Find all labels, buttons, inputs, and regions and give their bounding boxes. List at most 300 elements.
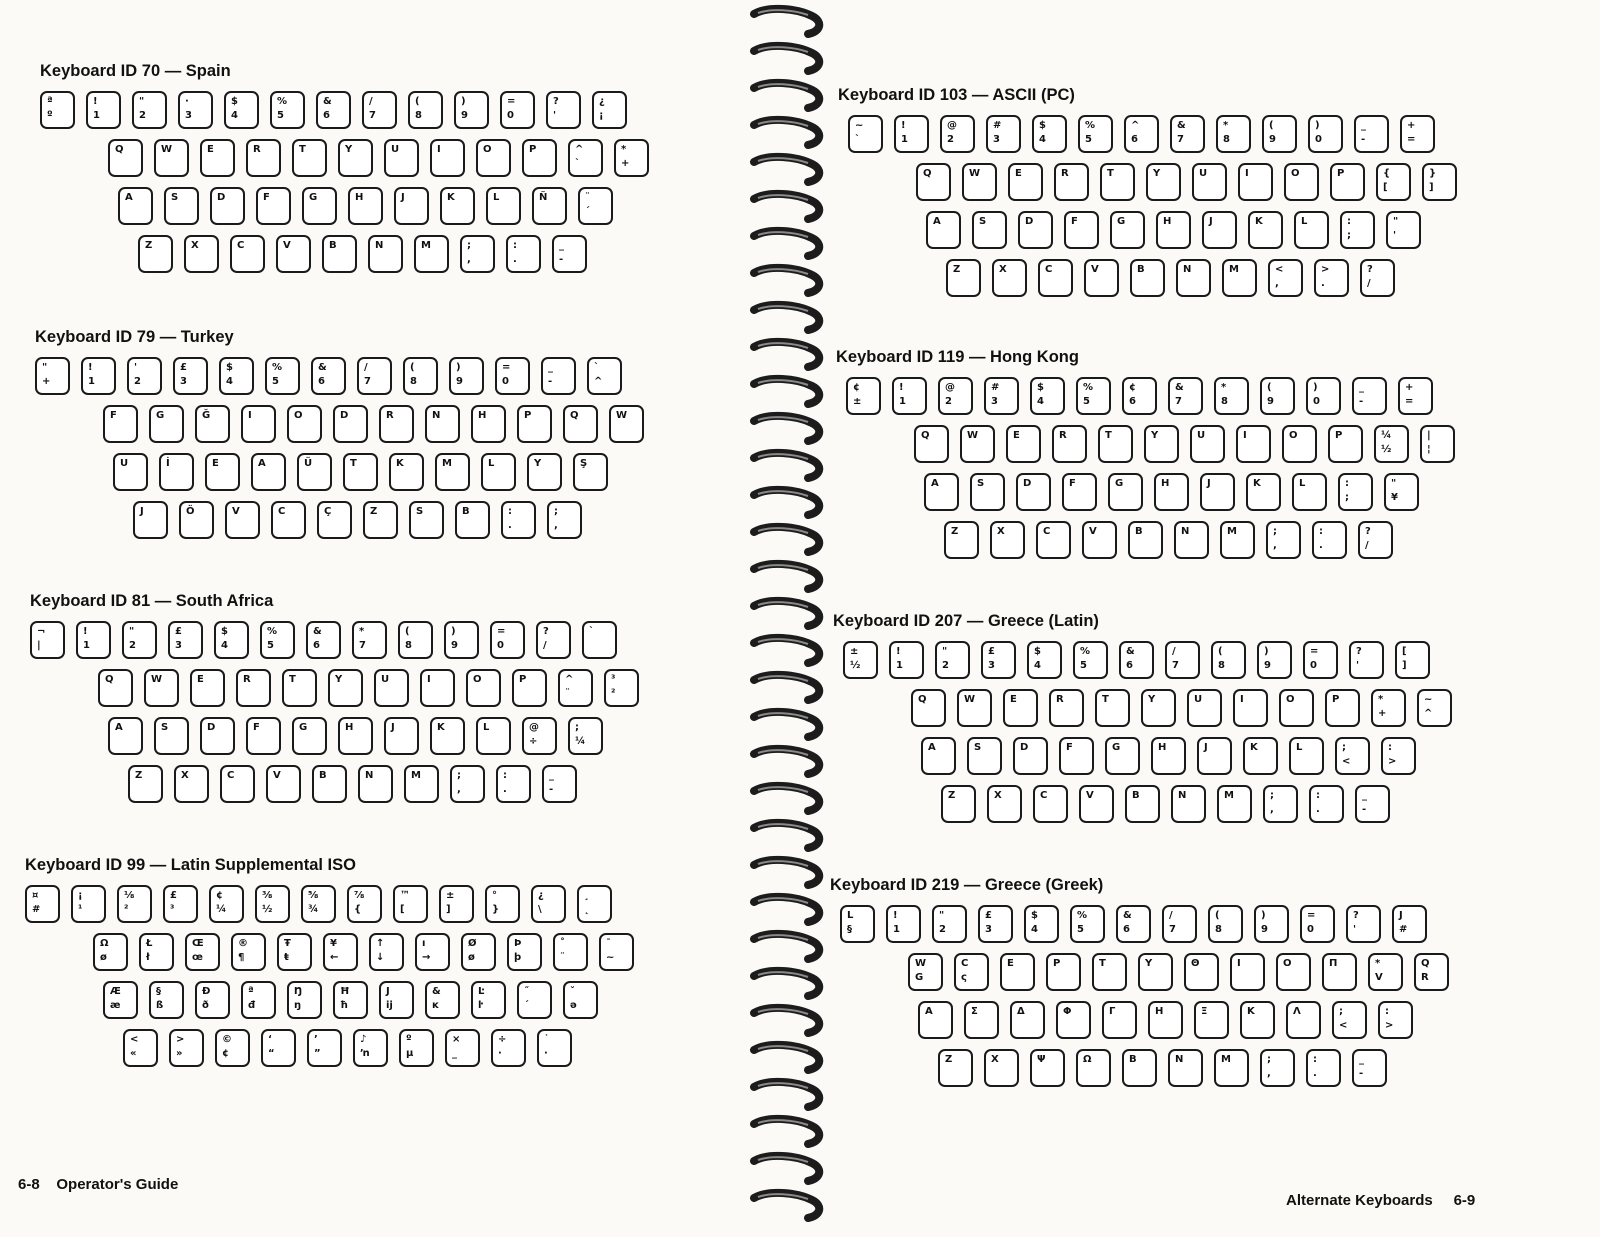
keycap-upper-legend: A: [931, 478, 939, 489]
keycap: [409, 501, 444, 539]
keycap-lower-legend: ½: [262, 904, 273, 915]
keyboard-title: Keyboard ID 79 — Turkey: [35, 328, 234, 346]
keycap-upper-legend: I: [427, 674, 431, 685]
keycap-upper-legend: M: [1227, 526, 1237, 537]
keycap: [328, 669, 363, 707]
keycap-upper-legend: Y: [1151, 430, 1159, 441]
keycap-lower-legend: ø: [100, 952, 107, 963]
keycap: [1098, 425, 1133, 463]
keycap-lower-legend: +: [1378, 708, 1387, 719]
keycap-upper-legend: U: [391, 144, 400, 155]
keycap-upper-legend: N: [1175, 1054, 1184, 1065]
keycap-upper-legend: T: [289, 674, 296, 685]
keycap-upper-legend: Ü: [304, 458, 313, 469]
keycap-upper-legend: &: [1126, 646, 1135, 657]
keycap-upper-legend: _: [548, 362, 553, 373]
keycap-lower-legend: ˛: [584, 904, 589, 915]
keycap: [435, 453, 470, 491]
keycap: [1236, 425, 1271, 463]
keycap-lower-legend: ¹: [78, 904, 83, 915]
left-footer: [18, 1176, 178, 1193]
keycap-upper-legend: O: [483, 144, 492, 155]
keycap: [1349, 641, 1384, 679]
keyboard-row: [30, 765, 554, 813]
keycap-lower-legend: ': [553, 110, 557, 121]
keyboard-layout: [40, 62, 630, 283]
keycap-upper-legend: R: [1056, 694, 1064, 705]
keycap: [368, 235, 403, 273]
keycap-upper-legend: I: [1243, 430, 1247, 441]
keycap: [908, 953, 943, 991]
keycap-lower-legend: ”: [314, 1048, 321, 1059]
keycap-upper-legend: E: [197, 674, 204, 685]
keycap-upper-legend: F: [263, 192, 270, 203]
keycap: [260, 621, 295, 659]
keycap-upper-legend: ·: [185, 96, 189, 107]
keycap-upper-legend: I: [1237, 958, 1241, 969]
keycap-upper-legend: Ξ: [1201, 1006, 1208, 1017]
keycap-lower-legend: 5: [1077, 924, 1084, 935]
keycap: [1374, 425, 1409, 463]
keycap-upper-legend: *: [1375, 958, 1381, 969]
keycap-upper-legend: ): [1264, 646, 1269, 657]
spiral-coil: [754, 638, 819, 663]
keycap-upper-legend: O: [294, 410, 303, 421]
keycap: [122, 621, 157, 659]
keycap-upper-legend: ÷: [498, 1034, 507, 1045]
keycap-upper-legend: Π: [1329, 958, 1338, 969]
keycap-lower-legend: ÷: [529, 736, 538, 747]
keycap-upper-legend: D: [1020, 742, 1029, 753]
keycap: [30, 621, 65, 659]
keycap-upper-legend: $: [1034, 646, 1041, 657]
keycap: [1384, 473, 1419, 511]
keycap-upper-legend: ?: [543, 626, 549, 637]
keycap: [1194, 1001, 1229, 1039]
keycap-upper-legend: ª: [47, 96, 53, 107]
keycap-upper-legend: =: [1307, 910, 1316, 921]
keycap-upper-legend: Z: [370, 506, 378, 517]
keycap-upper-legend: E: [1007, 958, 1014, 969]
keycap: [450, 765, 485, 803]
keycap: [1000, 953, 1035, 991]
keycap-upper-legend: N: [375, 240, 384, 251]
keycap-lower-legend: <: [1342, 756, 1351, 767]
keycap: [1148, 1001, 1183, 1039]
keycap-lower-legend: ': [1356, 660, 1360, 671]
keycap-lower-legend: {: [354, 904, 362, 915]
keycap-upper-legend: ±: [850, 646, 859, 657]
keycap-upper-legend: R: [1061, 168, 1069, 179]
keycap: [265, 357, 300, 395]
keycap: [1417, 689, 1452, 727]
keycap-lower-legend: 0: [507, 110, 514, 121]
keycap: [501, 501, 536, 539]
keycap: [848, 115, 883, 153]
keycap-upper-legend: ): [1313, 382, 1318, 393]
keycap-lower-legend: 8: [1218, 660, 1225, 671]
keycap: [1122, 377, 1157, 415]
keycap: [144, 669, 179, 707]
keycap: [892, 377, 927, 415]
keycap-lower-legend: ,: [467, 254, 471, 265]
keycap-upper-legend: H: [1163, 216, 1172, 227]
keycap: [251, 453, 286, 491]
keycap: [173, 357, 208, 395]
keycap-lower-legend: 3: [985, 924, 992, 935]
keycap-lower-legend: ½: [850, 660, 861, 671]
keycap-lower-legend: 1: [899, 396, 906, 407]
keycap-upper-legend: U: [381, 674, 390, 685]
keycap-lower-legend: ¼: [575, 736, 586, 747]
keycap: [1309, 785, 1344, 823]
keycap: [287, 405, 322, 443]
keycap-upper-legend: |: [1427, 430, 1431, 441]
keycap-lower-legend: 3: [175, 640, 182, 651]
keycap: [1038, 259, 1073, 297]
keycap-lower-legend: ´: [524, 1000, 529, 1011]
keycap: [1358, 521, 1393, 559]
keycap-lower-legend: ½: [1381, 444, 1392, 455]
keycap: [133, 501, 168, 539]
keycap-upper-legend: C: [227, 770, 235, 781]
keycap: [394, 187, 429, 225]
keycap-lower-legend: 7: [1169, 924, 1176, 935]
keycap: [1144, 425, 1179, 463]
keycap: [547, 501, 582, 539]
keycap: [495, 357, 530, 395]
keycap-upper-legend: Y: [534, 458, 542, 469]
keycap: [481, 453, 516, 491]
keycap-lower-legend: 0: [497, 640, 504, 651]
keycap: [322, 235, 357, 273]
keycap: [195, 405, 230, 443]
keycap: [935, 641, 970, 679]
keyboard-row: [25, 885, 589, 933]
keyboard-row: [35, 453, 588, 501]
keycap: [1100, 163, 1135, 201]
keycap: [496, 765, 531, 803]
keycap-upper-legend: Ł: [146, 938, 153, 949]
keycap: [1262, 115, 1297, 153]
keycap: [35, 357, 70, 395]
keycap-upper-legend: :: [1345, 478, 1349, 489]
keycap: [967, 737, 1002, 775]
keycap: [123, 1029, 158, 1067]
keycap-upper-legend: ': [134, 362, 138, 373]
keycap-upper-legend: Ŋ: [294, 986, 303, 997]
keycap-lower-legend: §: [847, 924, 852, 935]
keycap: [926, 211, 961, 249]
keycap-upper-legend: ⅛: [124, 890, 135, 901]
keycap-upper-legend: ˙: [544, 1034, 549, 1045]
keycap-lower-legend: →: [422, 952, 431, 963]
keycap-upper-legend: I: [248, 410, 252, 421]
keycap: [1187, 689, 1222, 727]
keycap: [1238, 163, 1273, 201]
keycap-upper-legend: B: [1132, 790, 1140, 801]
keycap-upper-legend: =: [497, 626, 506, 637]
keycap-upper-legend: ": [42, 362, 48, 373]
keycap-upper-legend: ↑: [376, 938, 385, 949]
keycap-upper-legend: O: [473, 674, 482, 685]
keycap: [266, 765, 301, 803]
keycap: [1400, 115, 1435, 153]
keycap-upper-legend: ¢: [216, 890, 223, 901]
keycap-upper-legend: S: [416, 506, 424, 517]
keycap-upper-legend: :: [1316, 790, 1320, 801]
spiral-coil: [754, 379, 819, 404]
keyboard-row: [830, 905, 1408, 953]
spiral-coil: [754, 342, 819, 367]
keycap-upper-legend: º: [406, 1034, 412, 1045]
keycap: [1008, 163, 1043, 201]
keycap-lower-legend: ': [1393, 230, 1397, 241]
keycap-upper-legend: %: [1077, 910, 1088, 921]
keycap: [1211, 641, 1246, 679]
keycap: [1033, 785, 1068, 823]
keycap-lower-legend: 6: [313, 640, 320, 651]
keycap: [200, 717, 235, 755]
keycap: [972, 211, 1007, 249]
spiral-coil: [754, 1045, 819, 1070]
keycap-upper-legend: (: [415, 96, 420, 107]
keycap-lower-legend: 7: [1172, 660, 1179, 671]
keycap: [306, 621, 341, 659]
keycap: [113, 453, 148, 491]
keycap-lower-legend: «: [130, 1048, 137, 1059]
keycap-upper-legend: $: [231, 96, 238, 107]
keycap-lower-legend: -: [1359, 396, 1364, 407]
keycap-upper-legend: ˚: [560, 938, 565, 949]
spiral-coil: [754, 120, 819, 145]
keycap-lower-legend: 5: [1080, 660, 1087, 671]
keycap: [444, 621, 479, 659]
spiral-coil: [754, 564, 819, 589]
keycap-lower-legend: 5: [277, 110, 284, 121]
keyboard-row: [836, 521, 1371, 569]
keycap-upper-legend: R: [386, 410, 394, 421]
keycap-upper-legend: _: [1359, 1054, 1364, 1065]
keycap-upper-legend: M: [1229, 264, 1239, 275]
keycap-upper-legend: C: [237, 240, 245, 251]
keycap: [918, 1001, 953, 1039]
keycap-lower-legend: .: [513, 254, 517, 265]
keycap-lower-legend: `: [575, 158, 580, 169]
keycap: [439, 885, 474, 923]
keycap-upper-legend: {: [1383, 168, 1391, 179]
keycap-lower-legend: /: [543, 640, 547, 651]
keycap-upper-legend: &: [1123, 910, 1132, 921]
keycap-lower-legend: 7: [369, 110, 376, 121]
keycap-upper-legend: >: [176, 1034, 185, 1045]
keycap: [563, 981, 598, 1019]
spiral-coil: [754, 194, 819, 219]
keycap: [846, 377, 881, 415]
keyboard-row: [838, 211, 1399, 259]
keyboard-title: Keyboard ID 70 — Spain: [40, 62, 231, 80]
keycap-upper-legend: Γ: [1109, 1006, 1116, 1017]
keycap-upper-legend: ±: [446, 890, 455, 901]
keyboard-title: Keyboard ID 219 — Greece (Greek): [830, 876, 1104, 894]
spiral-coil: [754, 712, 819, 737]
keycap-lower-legend: 9: [1269, 134, 1276, 145]
keycap: [1184, 953, 1219, 991]
keycap-upper-legend: X: [991, 1054, 999, 1065]
keycap-lower-legend: æ: [110, 1000, 121, 1011]
keycap-lower-legend: ;: [1347, 230, 1351, 241]
keycap: [512, 669, 547, 707]
keycap: [352, 621, 387, 659]
keycap-lower-legend: ¶: [238, 952, 245, 963]
keycap-upper-legend: A: [933, 216, 941, 227]
keycap: [311, 357, 346, 395]
keycap-upper-legend: _: [559, 240, 564, 251]
keycap: [1360, 259, 1395, 297]
keycap: [1352, 377, 1387, 415]
keycap-lower-legend: [: [400, 904, 405, 915]
keycap: [1116, 905, 1151, 943]
keycap: [522, 139, 557, 177]
keycap-upper-legend: Z: [953, 264, 961, 275]
keycap: [1176, 259, 1211, 297]
keycap-upper-legend: G: [299, 722, 308, 733]
keycap: [168, 621, 203, 659]
keycap-upper-legend: T: [350, 458, 357, 469]
keycap-upper-legend: !: [899, 382, 904, 393]
keycap: [297, 453, 332, 491]
keycap: [1260, 377, 1295, 415]
keycap: [246, 717, 281, 755]
keycap-lower-legend: ²: [611, 688, 616, 699]
keyboard-row: [40, 187, 590, 235]
keycap-upper-legend: ^: [1131, 120, 1140, 131]
keycap-lower-legend: 0: [1307, 924, 1314, 935]
keycap-upper-legend: ;: [1342, 742, 1346, 753]
keycap-upper-legend: !: [896, 646, 901, 657]
keycap-upper-legend: I: [1240, 694, 1244, 705]
keycap: [76, 621, 111, 659]
keycap: [1168, 377, 1203, 415]
keycap-lower-legend: 3: [991, 396, 998, 407]
spiral-coil: [754, 490, 819, 515]
keycap: [541, 357, 576, 395]
keycap-upper-legend: ˝: [524, 986, 529, 997]
keycap-lower-legend: 8: [405, 640, 412, 651]
keycap: [1018, 211, 1053, 249]
keycap-upper-legend: T: [1105, 430, 1112, 441]
keyboard-row: [833, 641, 1407, 689]
keycap: [1286, 1001, 1321, 1039]
keyboard-layout: [25, 856, 615, 1077]
keycap: [420, 669, 455, 707]
keycap-upper-legend: B: [1135, 526, 1143, 537]
keyboard-row: [30, 621, 594, 669]
keyboard-row: [25, 1029, 549, 1077]
keycap-upper-legend: T: [1099, 958, 1106, 969]
keycap-upper-legend: ¢: [853, 382, 860, 393]
keycap: [362, 91, 397, 129]
keycap-lower-legend: 6: [318, 376, 325, 387]
keyboard-row: [35, 405, 628, 453]
keycap: [924, 473, 959, 511]
keycap: [1190, 425, 1225, 463]
keycap: [1154, 473, 1189, 511]
keycap-upper-legend: ?: [1356, 646, 1362, 657]
keycap-upper-legend: ˇ: [570, 986, 575, 997]
keycap: [1263, 785, 1298, 823]
keycap: [946, 259, 981, 297]
keycap-lower-legend: [: [1383, 182, 1388, 193]
keycap: [184, 235, 219, 273]
keycap-lower-legend: 5: [1083, 396, 1090, 407]
keycap-upper-legend: !: [88, 362, 93, 373]
keycap-upper-legend: Y: [335, 674, 343, 685]
keycap: [1056, 1001, 1091, 1039]
keycap: [1243, 737, 1278, 775]
keycap-upper-legend: Y: [1148, 694, 1156, 705]
keycap-lower-legend: đ: [248, 1000, 256, 1011]
keycap-upper-legend: ": [139, 96, 145, 107]
keycap-upper-legend: K: [437, 722, 445, 733]
keycap-upper-legend: !: [893, 910, 898, 921]
keycap: [440, 187, 475, 225]
keycap: [609, 405, 644, 443]
keycap: [1230, 953, 1265, 991]
keycap: [282, 669, 317, 707]
keycap-upper-legend: D: [1025, 216, 1034, 227]
keycap-upper-legend: ™: [400, 890, 410, 901]
keycap: [568, 139, 603, 177]
keycap: [333, 981, 368, 1019]
keycap: [932, 905, 967, 943]
keycap: [1128, 521, 1163, 559]
keycap-upper-legend: G: [156, 410, 165, 421]
keyboard-row: [830, 1049, 1364, 1097]
keycap: [1078, 115, 1113, 153]
keycap: [301, 885, 336, 923]
keycap: [225, 501, 260, 539]
keycap: [1322, 953, 1357, 991]
keycap: [517, 405, 552, 443]
keycap-upper-legend: (: [1267, 382, 1272, 393]
keycap: [205, 453, 240, 491]
keycap: [1208, 905, 1243, 943]
keycap: [507, 933, 542, 971]
keycap-upper-legend: =: [507, 96, 516, 107]
keycap-lower-legend: V: [1375, 972, 1383, 983]
keycap-upper-legend: X: [994, 790, 1002, 801]
keycap-lower-legend: 1: [901, 134, 908, 145]
keycap: [374, 669, 409, 707]
keycap: [236, 669, 271, 707]
keycap-upper-legend: ¼: [1381, 430, 1392, 441]
keycap-upper-legend: <: [1275, 264, 1284, 275]
keycap: [531, 885, 566, 923]
keycap: [604, 669, 639, 707]
keycap: [527, 453, 562, 491]
keycap-lower-legend: 7: [364, 376, 371, 387]
keycap-upper-legend: K: [1255, 216, 1263, 227]
keycap-upper-legend: A: [125, 192, 133, 203]
keycap-upper-legend: ~: [855, 120, 864, 131]
spiral-coil: [754, 9, 819, 34]
keycap: [108, 139, 143, 177]
keycap: [1082, 521, 1117, 559]
keycap-upper-legend: J: [401, 192, 405, 203]
keycap-upper-legend: &: [323, 96, 332, 107]
keycap-lower-legend: µ: [406, 1048, 414, 1059]
